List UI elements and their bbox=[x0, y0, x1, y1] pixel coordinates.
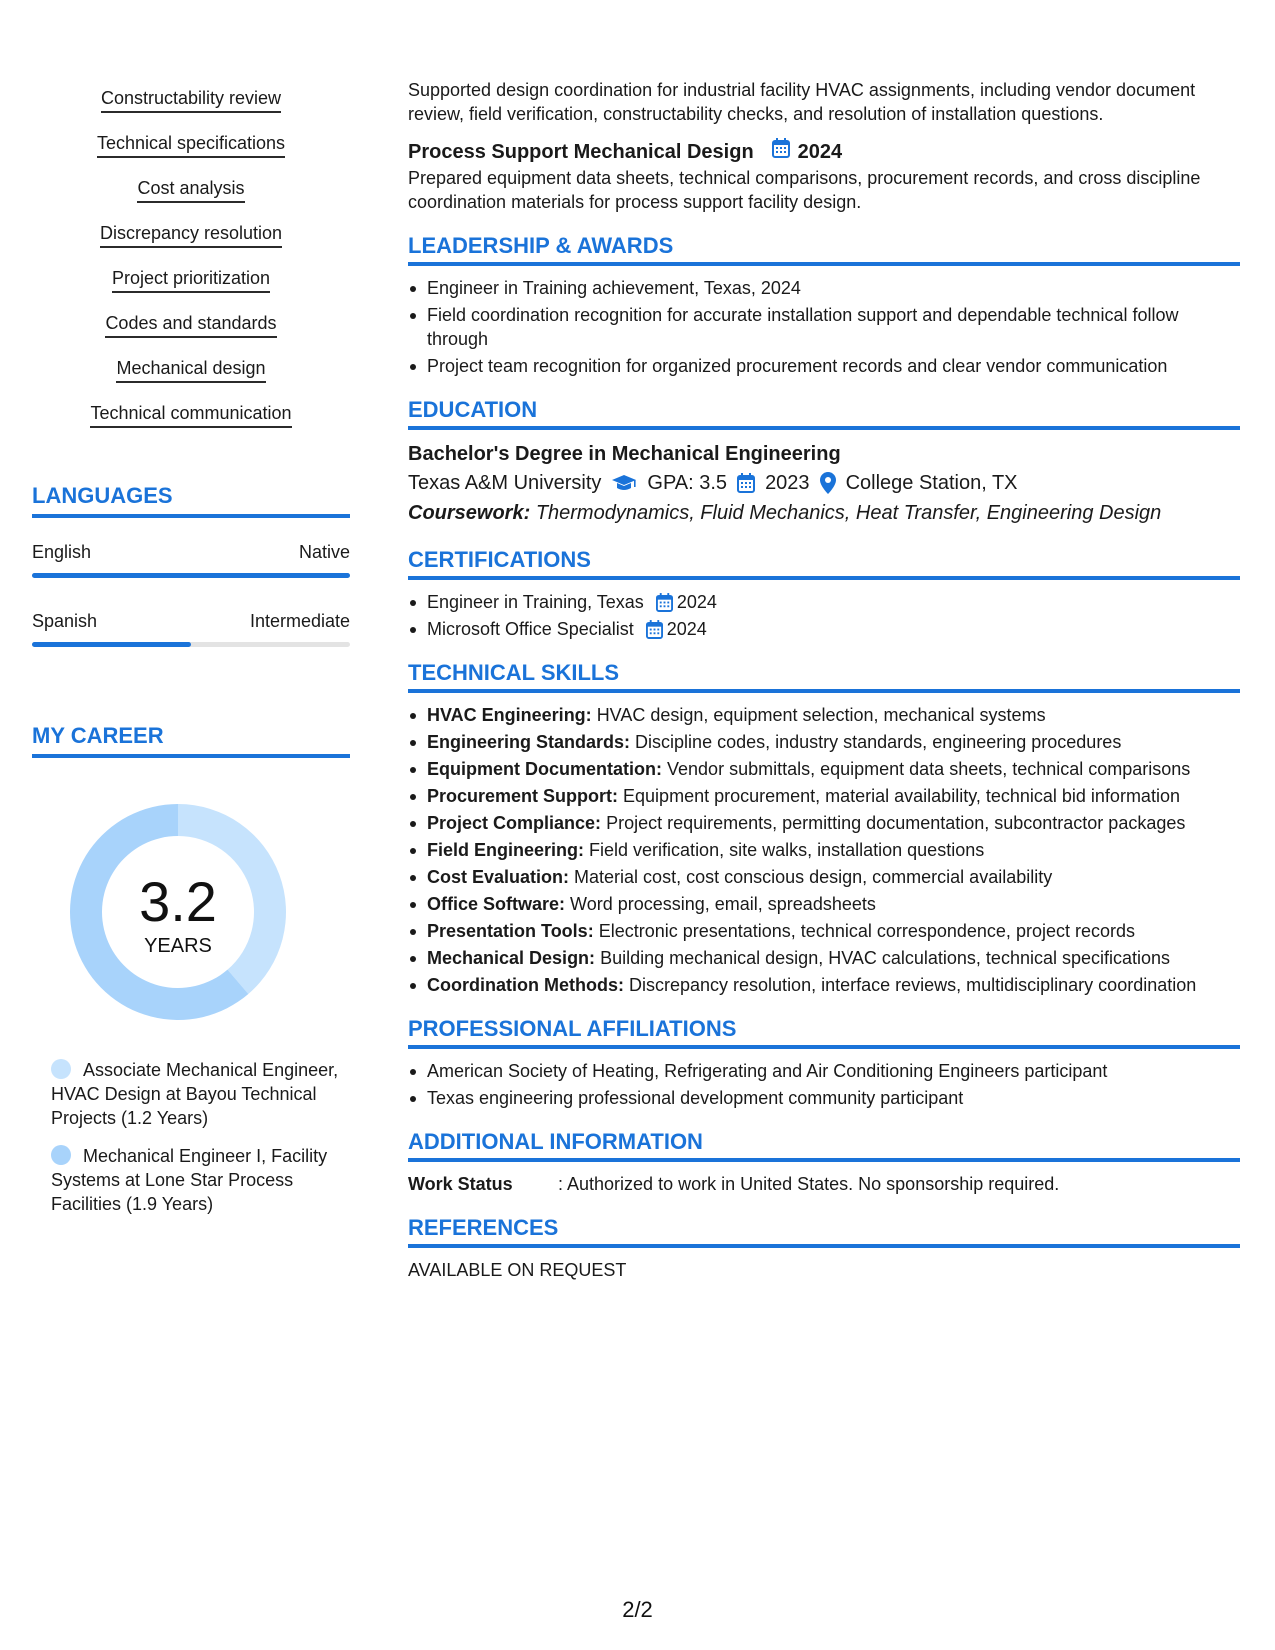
skill-item bbox=[32, 221, 350, 266]
skill-item bbox=[32, 86, 350, 131]
technical-skills-list bbox=[408, 703, 1240, 997]
additional-info-heading: ADDITIONAL INFORMATION bbox=[408, 1128, 1240, 1162]
coursework bbox=[408, 498, 1240, 528]
skills-list bbox=[32, 86, 350, 446]
skill-category: Cost Evaluation: bbox=[427, 867, 570, 887]
career-dot bbox=[51, 1059, 71, 1079]
list-item: Project team recognition for organized procurement records and clear vendor communication bbox=[408, 354, 1240, 378]
certification-name: Microsoft Office Specialist bbox=[427, 619, 634, 639]
career-heading: MY CAREER bbox=[32, 722, 350, 758]
school-name: Texas A&M University bbox=[408, 472, 602, 494]
list-item: Engineer in Training achievement, Texas, 2024 bbox=[408, 276, 1240, 300]
skill-item bbox=[32, 131, 350, 176]
certification-year: 2024 bbox=[676, 592, 717, 612]
career-item-text: Associate Mechanical Engineer, HVAC Design at Bayou Technical Projects (1.2 Years) bbox=[51, 1060, 339, 1128]
skill-category: Office Software: bbox=[427, 894, 566, 914]
language-proficiency-bar bbox=[32, 573, 350, 578]
certification-year: 2024 bbox=[666, 619, 707, 639]
work-status-label: Work Status bbox=[408, 1174, 513, 1194]
career-dot bbox=[51, 1145, 71, 1165]
skill-detail: Equipment procurement, material availability, technical bid information bbox=[623, 786, 1180, 806]
certification-name: Engineer in Training, Texas bbox=[427, 592, 644, 612]
certifications-list bbox=[408, 590, 1240, 641]
skill-label: Project prioritization bbox=[112, 266, 270, 293]
list-item bbox=[408, 838, 1240, 862]
list-item bbox=[408, 946, 1240, 970]
skill-item bbox=[32, 176, 350, 221]
skill-category: Engineering Standards: bbox=[427, 732, 631, 752]
list-item bbox=[408, 919, 1240, 943]
list-item bbox=[408, 590, 1240, 614]
career-donut-chart bbox=[66, 800, 290, 1024]
language-row bbox=[32, 609, 350, 647]
skill-label: Technical communication bbox=[90, 401, 291, 428]
coursework-label: Coursework: bbox=[408, 502, 531, 524]
career-total-unit: YEARS bbox=[144, 935, 212, 957]
languages-heading: LANGUAGES bbox=[32, 482, 350, 518]
career-list bbox=[51, 1058, 341, 1230]
location-pin-icon bbox=[820, 472, 836, 494]
right-column bbox=[408, 78, 1240, 1282]
project-title-row bbox=[408, 138, 1240, 166]
work-status-value: : Authorized to work in United States. No sponsorship required. bbox=[558, 1174, 1060, 1194]
skill-label: Constructability review bbox=[101, 86, 281, 113]
skill-detail: Project requirements, permitting documentation, subcontractor packages bbox=[606, 813, 1186, 833]
career-total-value: 3.2 bbox=[139, 870, 217, 933]
gpa: GPA: 3.5 bbox=[647, 472, 728, 494]
language-proficiency-bar bbox=[32, 642, 350, 647]
skill-detail: HVAC design, equipment selection, mechanical systems bbox=[596, 705, 1046, 725]
graduation-year: 2023 bbox=[765, 472, 810, 494]
skill-category: HVAC Engineering: bbox=[427, 705, 592, 725]
project-year: 2024 bbox=[797, 141, 843, 163]
list-item: Field coordination recognition for accurate installation support and dependable technical follow through bbox=[408, 303, 1240, 351]
language-row bbox=[32, 540, 350, 578]
skill-item bbox=[32, 266, 350, 311]
list-item bbox=[408, 730, 1240, 754]
list-item bbox=[408, 617, 1240, 641]
list-item bbox=[408, 892, 1240, 916]
technical-skills-heading: TECHNICAL SKILLS bbox=[408, 659, 1240, 693]
skill-item bbox=[32, 311, 350, 356]
list-item bbox=[408, 784, 1240, 808]
language-level: Intermediate bbox=[249, 611, 350, 631]
coursework-list: Thermodynamics, Fluid Mechanics, Heat Transfer, Engineering Design bbox=[535, 502, 1162, 524]
calendar-icon bbox=[737, 473, 755, 493]
certifications-heading: CERTIFICATIONS bbox=[408, 546, 1240, 580]
leadership-list bbox=[408, 276, 1240, 378]
list-item: Texas engineering professional development community participant bbox=[408, 1086, 1240, 1110]
education-heading: EDUCATION bbox=[408, 396, 1240, 430]
skill-label: Codes and standards bbox=[105, 311, 276, 338]
calendar-icon bbox=[656, 593, 673, 612]
skill-detail: Electronic presentations, technical correspondence, project records bbox=[598, 921, 1135, 941]
skill-label: Mechanical design bbox=[116, 356, 265, 383]
references-text: AVAILABLE ON REQUEST bbox=[408, 1260, 627, 1280]
calendar-icon bbox=[772, 138, 790, 166]
skill-category: Procurement Support: bbox=[427, 786, 619, 806]
skill-category: Coordination Methods: bbox=[427, 975, 624, 995]
work-status-row bbox=[408, 1172, 1240, 1196]
language-name: English bbox=[32, 542, 92, 562]
list-item bbox=[408, 703, 1240, 727]
skill-category: Project Compliance: bbox=[427, 813, 602, 833]
career-item bbox=[51, 1058, 341, 1130]
references-heading: REFERENCES bbox=[408, 1214, 1240, 1248]
skill-detail: Discrepancy resolution, interface reviews, multidisciplinary coordination bbox=[629, 975, 1197, 995]
affiliations-heading: PROFESSIONAL AFFILIATIONS bbox=[408, 1015, 1240, 1049]
skill-item bbox=[32, 356, 350, 401]
list-item bbox=[408, 811, 1240, 835]
skill-label: Cost analysis bbox=[137, 176, 244, 203]
skill-detail: Building mechanical design, HVAC calculations, technical specifications bbox=[600, 948, 1171, 968]
list-item: American Society of Heating, Refrigerating and Air Conditioning Engineers participant bbox=[408, 1059, 1240, 1083]
school-location: College Station, TX bbox=[845, 472, 1018, 494]
language-level: Native bbox=[298, 542, 350, 562]
language-name: Spanish bbox=[32, 611, 98, 631]
list-item bbox=[408, 973, 1240, 997]
skill-detail: Discipline codes, industry standards, engineering procedures bbox=[635, 732, 1122, 752]
leadership-heading: LEADERSHIP & AWARDS bbox=[408, 232, 1240, 266]
skill-category: Equipment Documentation: bbox=[427, 759, 662, 779]
education-meta bbox=[408, 468, 1240, 498]
skill-item bbox=[32, 401, 350, 446]
list-item bbox=[408, 865, 1240, 889]
skill-category: Presentation Tools: bbox=[427, 921, 594, 941]
career-item-text: Mechanical Engineer I, Facility Systems at Lone Star Process Facilities (1.9 Years) bbox=[51, 1146, 328, 1214]
degree-title: Bachelor's Degree in Mechanical Engineering bbox=[408, 443, 841, 465]
skill-category: Field Engineering: bbox=[427, 840, 585, 860]
skill-category: Mechanical Design: bbox=[427, 948, 596, 968]
calendar-icon bbox=[646, 620, 663, 639]
graduation-cap-icon bbox=[611, 474, 637, 492]
career-item bbox=[51, 1144, 341, 1216]
skill-detail: Word processing, email, spreadsheets bbox=[570, 894, 876, 914]
affiliations-list bbox=[408, 1059, 1240, 1110]
skill-label: Technical specifications bbox=[97, 131, 285, 158]
skill-detail: Material cost, cost conscious design, commercial availability bbox=[574, 867, 1053, 887]
experience-description: Supported design coordination for industrial facility HVAC assignments, including vendor document review, field verification, constructability checks, and resolution of installation questions. bbox=[408, 80, 1196, 124]
project-description: Prepared equipment data sheets, technical comparisons, procurement records, and cross discipline coordination materials for process support facility design. bbox=[408, 168, 1201, 212]
page-number: 2/2 bbox=[622, 1597, 653, 1622]
skill-label: Discrepancy resolution bbox=[100, 221, 282, 248]
skill-detail: Vendor submittals, equipment data sheets, technical comparisons bbox=[667, 759, 1191, 779]
language-proficiency-fill bbox=[32, 573, 350, 578]
skill-detail: Field verification, site walks, installation questions bbox=[589, 840, 985, 860]
language-proficiency-fill bbox=[32, 642, 191, 647]
project-title: Process Support Mechanical Design bbox=[408, 141, 754, 163]
list-item bbox=[408, 757, 1240, 781]
